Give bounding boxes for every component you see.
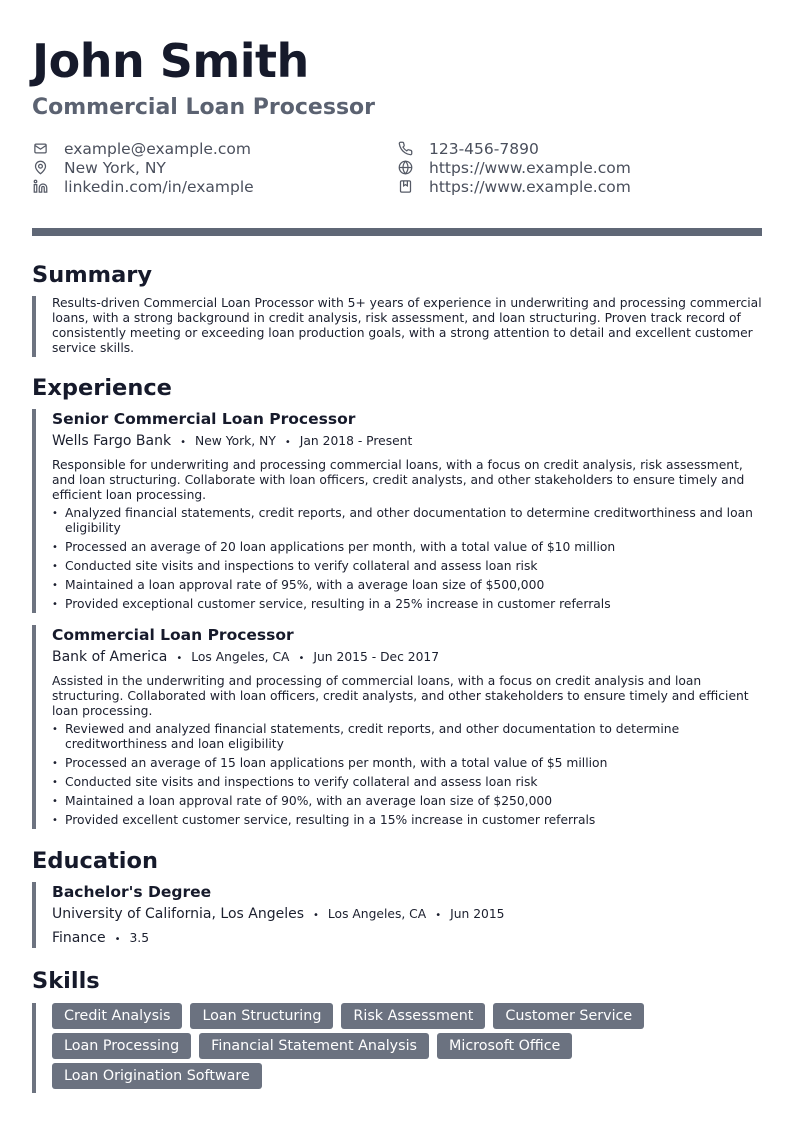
job-dates: Jan 2018 - Present [299,434,413,448]
job-meta: Bank of America • Los Angeles, CA • Jun 2015 - Dec 2017 [52,649,440,665]
list-item: • Provided excellent customer service, resulting in a 15% increase in customer referrals [52,813,762,828]
education-date: Jun 2015 [450,907,505,921]
skill-chip: Microsoft Office [437,1033,572,1059]
contact-website[interactable] [397,158,631,177]
contact-location-text: New York, NY [64,158,166,177]
job-title-headline: Commercial Loan Processor [32,95,376,120]
job-bullets [52,722,762,828]
field-of-study: Finance [52,930,106,946]
job-title: Commercial Loan Processor [52,626,294,644]
contact-portfolio-text: https://www.example.com [429,177,631,196]
education-block [32,882,762,948]
summary-block [32,296,762,357]
education-location: Los Angeles, CA [327,907,427,921]
linkedin-icon [32,179,48,195]
job-entry [32,409,762,613]
experience-heading: Experience [32,375,172,401]
job-location: New York, NY [195,434,276,448]
list-item: • Processed an average of 15 loan applications per month, with a total value of $5 million [52,756,762,771]
job-entry [32,625,762,829]
list-item: • Conducted site visits and inspections to verify collateral and assess loan risk [52,559,762,574]
school: University of California, Los Angeles [52,906,305,922]
contact-email-text: example@example.com [64,139,251,158]
skill-chip: Risk Assessment [341,1003,485,1029]
bookmark-icon [397,179,413,195]
job-description: Responsible for underwriting and processing commercial loans, with a focus on credit analysis, risk assessment, and loan structuring. Collaborate with loan officers, credit analysts, and other stakeholders to ensure timely and efficient loan processing. [52,458,745,502]
skills-heading: Skills [32,968,100,994]
contact-website-text: https://www.example.com [429,158,631,177]
list-item: • Conducted site visits and inspections to verify collateral and assess loan risk [52,775,762,790]
skills-list [52,1003,762,1089]
phone-icon [397,141,413,157]
contact-phone-text: 123-456-7890 [429,139,539,158]
skills-block [32,1003,762,1093]
map-pin-icon [32,160,48,176]
skill-chip: Customer Service [493,1003,644,1029]
job-meta: Wells Fargo Bank • New York, NY • Jan 2018 - Present [52,433,413,449]
skill-chip: Financial Statement Analysis [199,1033,429,1059]
mail-icon [32,141,48,157]
header-divider [32,228,762,236]
education-meta: University of California, Los Angeles • Los Angeles, CA • Jun 2015 [52,906,505,922]
candidate-name: John Smith [32,34,309,88]
job-title: Senior Commercial Loan Processor [52,410,356,428]
list-item: • Maintained a loan approval rate of 90%, with an average loan size of $250,000 [52,794,762,809]
education-field-row: Finance • 3.5 [52,930,150,946]
summary-text: Results-driven Commercial Loan Processor with 5+ years of experience in underwriting and processing commercial loans, with a strong background in credit analysis, risk assessment, and loan structuring. Proven track record of consistently meeting or exceeding loan production goals, with a strong attention to detail and excellent customer service skills. [52,296,762,355]
list-item: • Reviewed and analyzed financial statements, credit reports, and other documentation to determine creditworthiness and loan eligibility [52,722,762,752]
contact-phone[interactable] [397,139,539,158]
skill-chip: Credit Analysis [52,1003,182,1029]
list-item: • Processed an average of 20 loan applications per month, with a total value of $10 million [52,540,762,555]
list-item: • Provided exceptional customer service, resulting in a 25% increase in customer referrals [52,597,762,612]
contact-linkedin[interactable] [32,177,254,196]
contact-portfolio[interactable] [397,177,631,196]
skill-chip: Loan Origination Software [52,1063,262,1089]
degree: Bachelor's Degree [52,883,212,901]
list-item: • Maintained a loan approval rate of 95%, with a average loan size of $500,000 [52,578,762,593]
gpa: 3.5 [129,931,150,945]
globe-icon [397,160,413,176]
education-heading: Education [32,848,158,874]
contact-location [32,158,166,177]
skill-chip: Loan Structuring [190,1003,333,1029]
job-location: Los Angeles, CA [191,650,290,664]
summary-heading: Summary [32,262,153,288]
job-description: Assisted in the underwriting and processing of commercial loans, with a focus on credit analysis and loan structuring. Collaborated with loan officers, credit analysts, and other stakeholders to ensure timely and efficient loan processing. [52,674,749,718]
contact-email[interactable] [32,139,251,158]
job-bullets [52,506,762,612]
skill-chip: Loan Processing [52,1033,191,1059]
job-company: Bank of America [52,649,168,665]
job-dates: Jun 2015 - Dec 2017 [313,650,440,664]
contact-linkedin-text: linkedin.com/in/example [64,177,254,196]
list-item: • Analyzed financial statements, credit reports, and other documentation to determine creditworthiness and loan eligibility [52,506,762,536]
job-company: Wells Fargo Bank [52,433,172,449]
